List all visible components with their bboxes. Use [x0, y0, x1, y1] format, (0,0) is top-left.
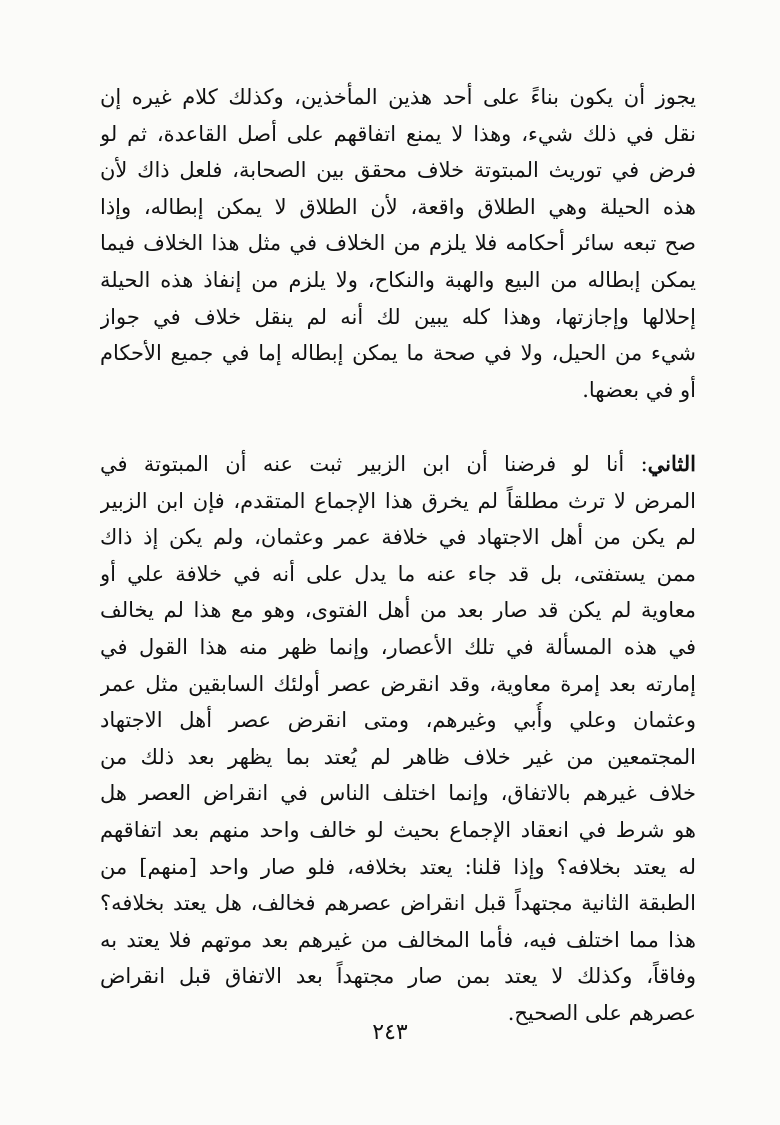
paragraph-line: هذه الحيلة وهي الطلاق واقعة، لأن الطلاق لا يمكن إبطاله، وإذا	[100, 194, 696, 219]
paragraph-line: وعثمان وعلي وأُبي وغيرهم، ومتى انقرض عصر أهل الاجتهاد	[100, 708, 696, 733]
paragraph-line: عصرهم على الصحيح.	[507, 1000, 696, 1025]
paragraph-first-line	[100, 446, 696, 483]
paragraph-line: صح تبعه سائر أحكامه فلا يلزم من الخلاف في مثل هذا الخلاف فيما	[100, 231, 696, 256]
paragraph-lead-word: الثاني	[647, 451, 696, 476]
paragraph-line: لم يكن من أهل الاجتهاد في خلافة عمر وعثمان، ولم يكن إذ ذاك	[100, 525, 696, 550]
paragraph-line: ممن يستفتى، بل قد جاء عنه ما يدل على أنه في خلافة علي أو	[100, 561, 696, 586]
paragraph-line: الطبقة الثانية مجتهداً قبل انقراض عصرهم فخالف، هل يعتد بخلافه؟	[100, 891, 696, 916]
paragraph-line: يجوز أن يكون بناءً على أحد هذين المأخذين، وكذلك كلام غيره إن	[100, 85, 696, 109]
paragraph-line: في هذه المسألة في تلك الأعصار، وإنما ظهر منه هذا القول في	[100, 634, 696, 659]
paragraph-line: شيء من الحيل، ولا في صحة ما يمكن إبطاله إما في جميع الأحكام	[100, 341, 696, 366]
paragraph-line-rest: : أنا لو فرضنا أن ابن الزبير ثبت عنه أن المبتوتة في	[100, 452, 648, 476]
page-number: ٢٤٣	[372, 1020, 408, 1045]
paragraph-line: المرض لا ترث مطلقاً لم يخرق هذا الإجماع المتقدم، فإن ابن الزبير	[100, 488, 696, 513]
paragraph-line: وفاقاً، وكذلك لا يعتد بمن صار مجتهداً بعد الاتفاق قبل انقراض	[100, 964, 696, 989]
paragraph-line: هو شرط في انعقاد الإجماع بحيث لو خالف واحد منهم بعد اتفاقهم	[100, 817, 696, 842]
paragraph-line: يمكن إبطاله من البيع والهبة والنكاح، ولا يلزم من إنفاذ هذه الحيلة	[100, 267, 696, 292]
paragraph-line: المجتمعين من غير خلاف ظاهر لم يُعتد بما يظهر بعد ذلك من	[100, 744, 696, 769]
paragraph-line: إحلالها وإجازتها، وهذا كله يبين لك أنه لم ينقل خلاف في جواز	[100, 304, 696, 329]
paragraph-line: أو في بعضها.	[582, 377, 696, 402]
paragraph-1	[100, 79, 696, 408]
paragraph-line: نقل في ذلك شيء، وهذا لا يمنع اتفاقهم على أصل القاعدة، ثم لو	[100, 121, 696, 146]
paragraph-2	[100, 446, 696, 1032]
paragraph-line: هذا مما اختلف فيه، فأما المخالف من غيرهم بعد موتهم فلا يعتد به	[100, 927, 696, 952]
paragraph-line: معاوية لم يكن قد صار بعد من أهل الفتوى، وهو مع هذا لم يخالف	[100, 598, 696, 623]
paragraph-line: فرض في توريث المبتوتة خلاف محقق بين الصحابة، فلعل ذاك لأن	[100, 158, 696, 183]
paragraph-line: له يعتد بخلافه؟ وإذا قلنا: يعتد بخلافه، فلو صار واحد [منهم] من	[100, 854, 696, 879]
paragraph-line: إمارته بعد إمرة معاوية، وقد انقرض عصر أولئك السابقين مثل عمر	[100, 671, 696, 696]
paragraph-line: خلاف غيرهم بالاتفاق، وإنما اختلف الناس في انقراض العصر هل	[100, 781, 696, 806]
